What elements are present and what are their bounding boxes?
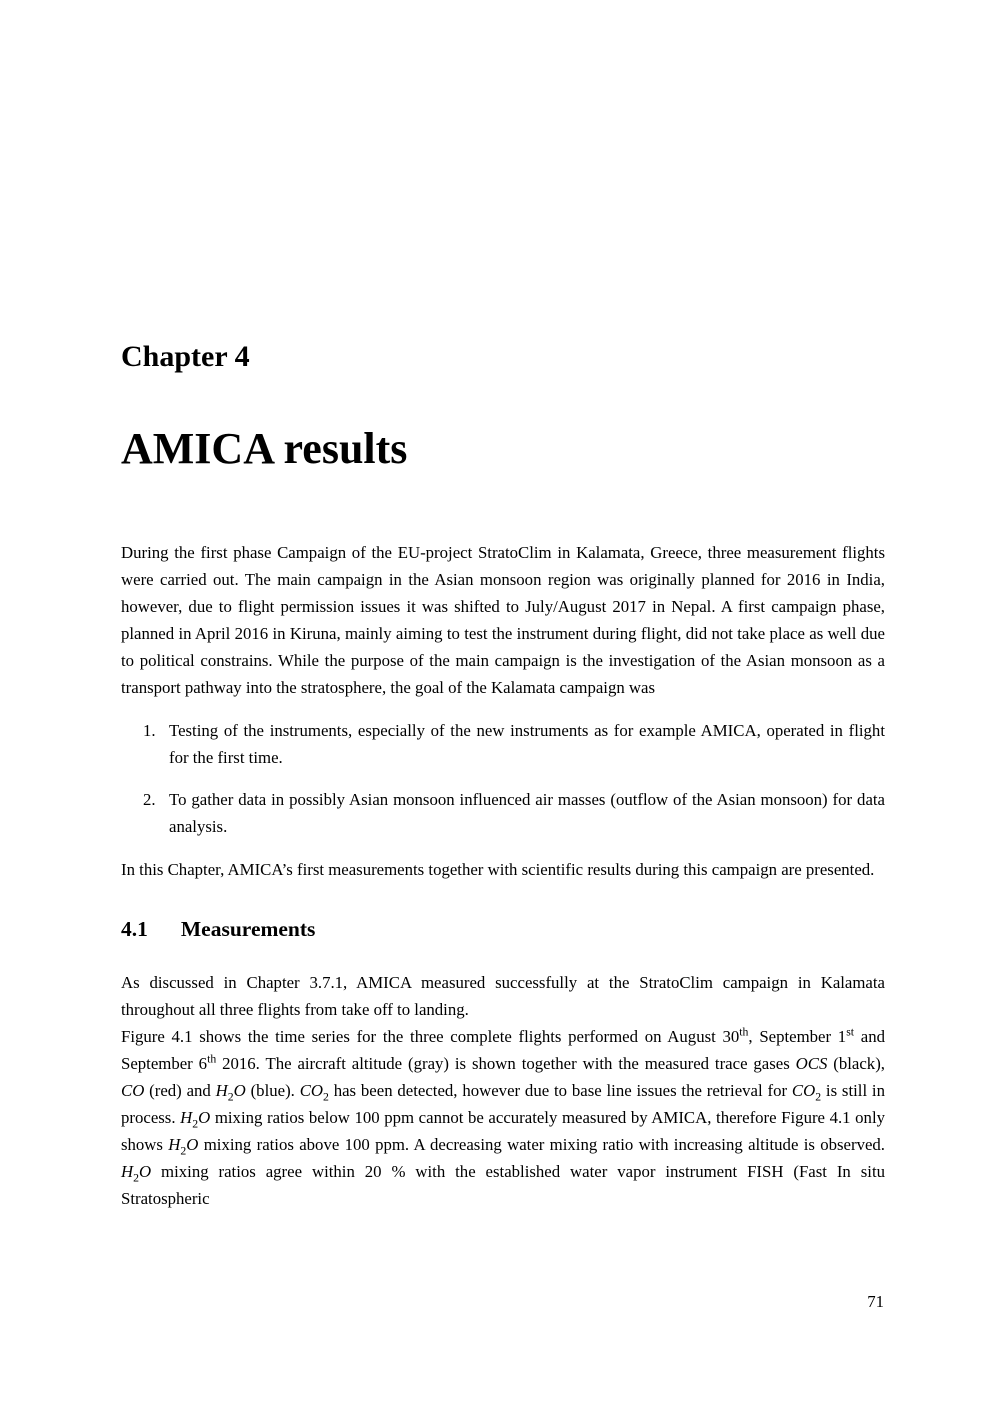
section-heading: [121, 917, 885, 943]
list-item-number: 2.: [143, 790, 156, 810]
page-content: [121, 0, 885, 1212]
campaign-goals-list: [121, 717, 885, 840]
list-item-number: 1.: [143, 721, 156, 741]
chapter-summary-paragraph: In this Chapter, AMICA’s first measurements together with scientific results during this campaign are presented.: [121, 860, 875, 880]
measurements-paragraph: As discussed in Chapter 3.7.1, AMICA measured successfully at the StratoClim campaign in Kalamata throughout all three flights from take off to landing.: [121, 973, 885, 1020]
figure-description-paragraph: Figure 4.1 shows the time series for the three complete flights performed on August 30th, September 1st and September 6th 2016. The aircraft altitude (gray) is shown together with the measured trace gases OCS (black), CO (red) and $H_2O$ (blue). $CO_2$ has been detected, however due to base line issues the retrieval for $CO_2$ is still in process. $H_2O$ mixing ratios below 100 ppm cannot be accurately measured by AMICA, therefore Figure 4.1 only shows $H_2O$ mixing ratios above 100 ppm. A decreasing water mixing ratio with increasing altitude is observed. $H_2O$ mixing ratios agree within 20 % with the established water vapor instrument FISH (Fast In situ Stratospheric: [121, 1025, 885, 1209]
chapter-title: AMICA results: [121, 424, 408, 473]
list-item-text: To gather data in possibly Asian monsoon influenced air masses (outflow of the Asian monsoon) for data analysis.: [169, 790, 885, 837]
chapter-label: Chapter 4: [121, 340, 250, 373]
list-item-text: Testing of the instruments, especially of the new instruments as for example AMICA, operated in flight for the first time.: [169, 721, 885, 768]
list-item: [143, 717, 885, 771]
section-number: 4.1: [121, 917, 148, 942]
section-title: Measurements: [180, 917, 316, 942]
intro-paragraph: During the first phase Campaign of the EU-project StratoClim in Kalamata, Greece, three measurement flights were carried out. The main campaign in the Asian monsoon region was originally planned for 2016 in India, however, due to flight permission issues it was shifted to July/August 2017 in Nepal. A first campaign phase, planned in April 2016 in Kiruna, mainly aiming to test the instrument during flight, did not take place as well due to political constrains. While the purpose of the main campaign is the investigation of the Asian monsoon as a transport pathway into the stratosphere, the goal of the Kalamata campaign was: [121, 543, 885, 698]
page-number: 71: [867, 1292, 884, 1311]
list-item: [143, 786, 885, 840]
